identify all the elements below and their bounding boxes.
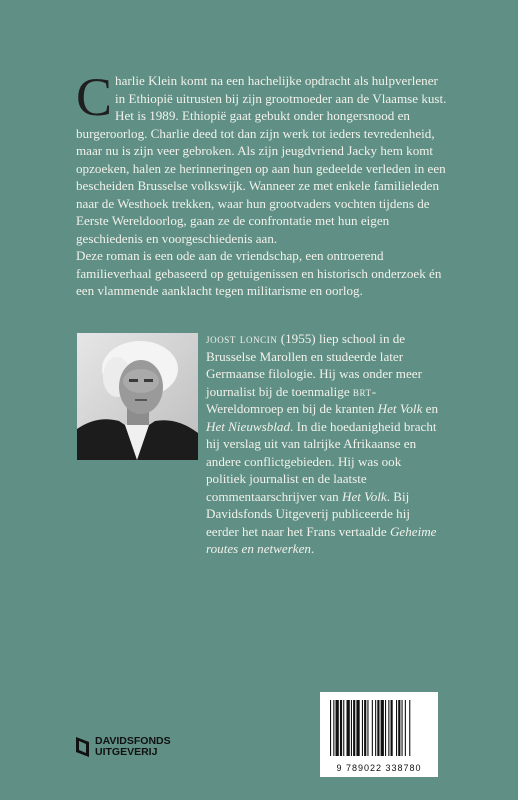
book-title: Geheime routes en netwerken bbox=[206, 523, 437, 556]
davidsfonds-icon bbox=[75, 736, 91, 758]
back-cover-blurb bbox=[76, 67, 448, 300]
barcode-bars bbox=[320, 692, 438, 762]
author-photo bbox=[77, 333, 198, 460]
brt-abbreviation: brt bbox=[352, 383, 372, 399]
newspaper-het-nieuwsblad: Het Nieuwsblad bbox=[206, 418, 291, 434]
publisher-subtitle: UITGEVERIJ bbox=[95, 746, 158, 758]
author-bio: joost loncin (1955) liep school in de Brusselse Marollen en studeerde later Germaanse filologie. Hij was onder meer journalist bij de toenmalige brt-Wereldomroep en bij de kranten Het Volk en Het Nieuwsblad. In die hoedanigheid bracht hij verslag uit van talrijke Afrikaanse en andere conflictgebieden. Hij was ook politiek journalist en de laatste commentaarschrijver van Het Volk. Bij Davidsfonds Uitgeverij publiceerde hij eerder het naar het Frans vertaalde Geheime routes en netwerken. bbox=[206, 331, 439, 556]
blurb-paragraph-1: Charlie Klein komt na een hachelijke opdracht als hulpverlener in Ethiopië uitrusten bij zijn grootmoeder aan de Vlaamse kust. Het is 1989. Ethiopië gaat gebukt onder hongersnood en burgeroorlog. Charlie deed tot dan zijn werk tot ieders tevredenheid, maar nu is zijn veer gebroken. Als zijn jeugdvriend Jacky hem komt opzoeken, halen ze herinneringen op aan hun gedeelde verleden in een bescheiden Brusselse volkswijk. Wanneer ze met enkele familieleden naar de Westhoek trekken, waar hun grootvaders vochten tijdens de Eerste Wereldoorlog, gaan ze de confrontatie met hun eigen geschiedenis en voorgeschiedenis aan. bbox=[76, 67, 447, 246]
newspaper-het-volk: Het Volk bbox=[377, 401, 423, 416]
blurb-paragraph-2: Deze roman is een ode aan de vriendschap, een ontroerend familieverhaal gebaseerd op getuigenissen en historisch onderzoek én een vlammende aanklacht tegen militarisme en oorlog. bbox=[76, 248, 442, 298]
newspaper-het-volk-2: Het Volk bbox=[341, 488, 387, 504]
author-name: joost loncin bbox=[206, 331, 278, 346]
publisher-logo bbox=[75, 736, 171, 758]
publisher-name: DAVIDSFONDS bbox=[95, 735, 171, 747]
isbn-barcode bbox=[320, 692, 438, 777]
drop-cap: C bbox=[76, 67, 113, 127]
isbn-number: 9 789022 338780 bbox=[336, 763, 422, 773]
